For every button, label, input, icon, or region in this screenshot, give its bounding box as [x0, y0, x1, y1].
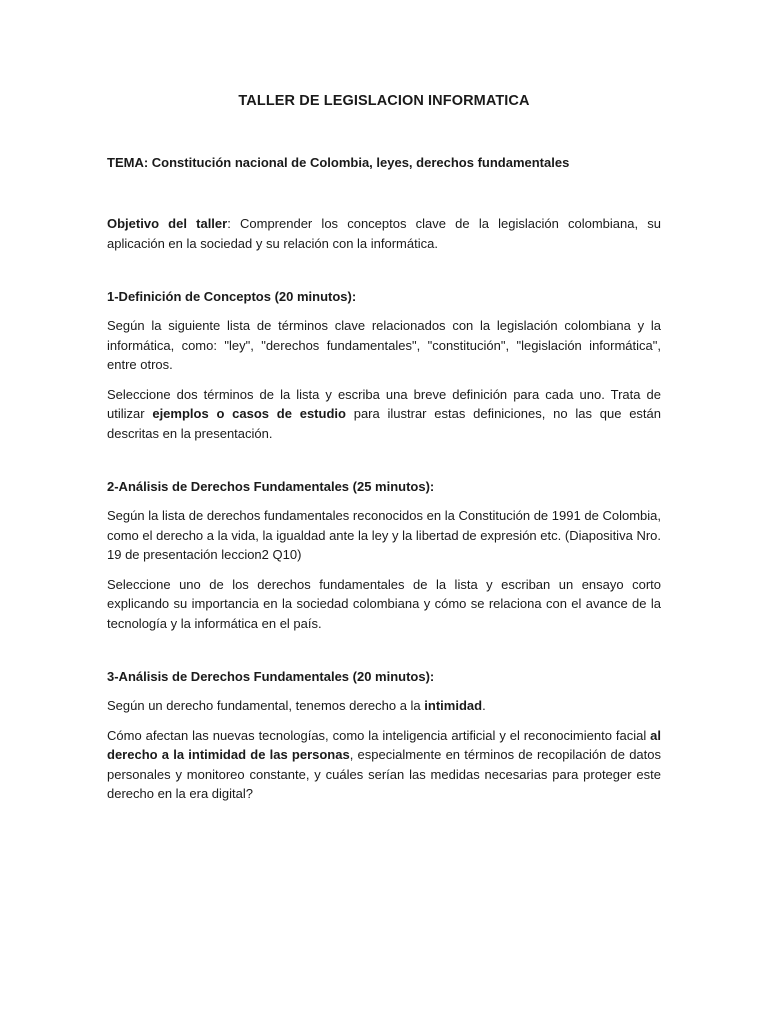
document-title: TALLER DE LEGISLACION INFORMATICA: [238, 93, 530, 109]
section-1-paragraph-2-text-a: Seleccione dos términos de la lista y escriba una breve definición para cada uno. Trata de utilizar: [107, 386, 661, 421]
document-topic: TEMA: Constitución nacional de Colombia, leyes, derechos fundamentales: [107, 155, 570, 170]
objective-paragraph: [107, 214, 661, 253]
section-3-paragraph-2: [107, 726, 661, 804]
section-1-paragraph-2-text-b: para ilustrar estas definiciones, no las que están descritas en la presentación.: [107, 406, 661, 441]
section-3-paragraph-1-text-b: .: [482, 698, 486, 713]
section-3-heading: 3-Análisis de Derechos Fundamentales (20 minutos):: [107, 669, 435, 684]
document-page: [107, 93, 661, 804]
section-3-paragraph-1-text-a: Según un derecho fundamental, tenemos derecho a la: [107, 698, 425, 713]
section-1-paragraph-2-bold: ejemplos o casos de estudio: [152, 406, 346, 421]
objective-label: Objetivo del taller: [107, 216, 228, 231]
section-2-heading: 2-Análisis de Derechos Fundamentales (25 minutos):: [107, 479, 435, 494]
section-3-paragraph-1-bold: intimidad: [424, 698, 483, 713]
section-2-paragraph-1: Según la lista de derechos fundamentales reconocidos en la Constitución de 1991 de Colombia, como el derecho a la vida, la igualdad ante la ley y la libertad de expresión etc. (Diapositiva Nro. 19 de presentación leccion2 Q10): [107, 508, 661, 562]
section-3-paragraph-2-text-b: , especialmente en términos de recopilación de datos personales y monitoreo constante, y cuáles serían las medidas necesarias para proteger este derecho en la era digital?: [107, 747, 662, 801]
objective-text: : Comprender los conceptos clave de la legislación colombiana, su aplicación en la sociedad y su relación con la informática.: [107, 216, 661, 251]
section-1-paragraph-1: Según la siguiente lista de términos clave relacionados con la legislación colombiana y la informática, como: "ley", "derechos fundamentales", "constitución", "legislación informática", entre otros.: [107, 318, 661, 372]
section-2-paragraph-2: Seleccione uno de los derechos fundamentales de la lista y escriban un ensayo corto explicando su importancia en la sociedad colombiana y cómo se relaciona con el avance de la tecnología y la informática en el país.: [107, 576, 661, 631]
section-3-paragraph-2-text-a: Cómo afectan las nuevas tecnologías, como la inteligencia artificial y el reconocimiento facial: [107, 727, 651, 743]
section-3-paragraph-1: [107, 696, 661, 716]
section-3-paragraph-2-bold: al derecho a la intimidad de las personas: [107, 727, 661, 762]
section-1-paragraph-2: [107, 385, 661, 444]
section-1-heading: 1-Definición de Conceptos (20 minutos):: [107, 289, 357, 304]
